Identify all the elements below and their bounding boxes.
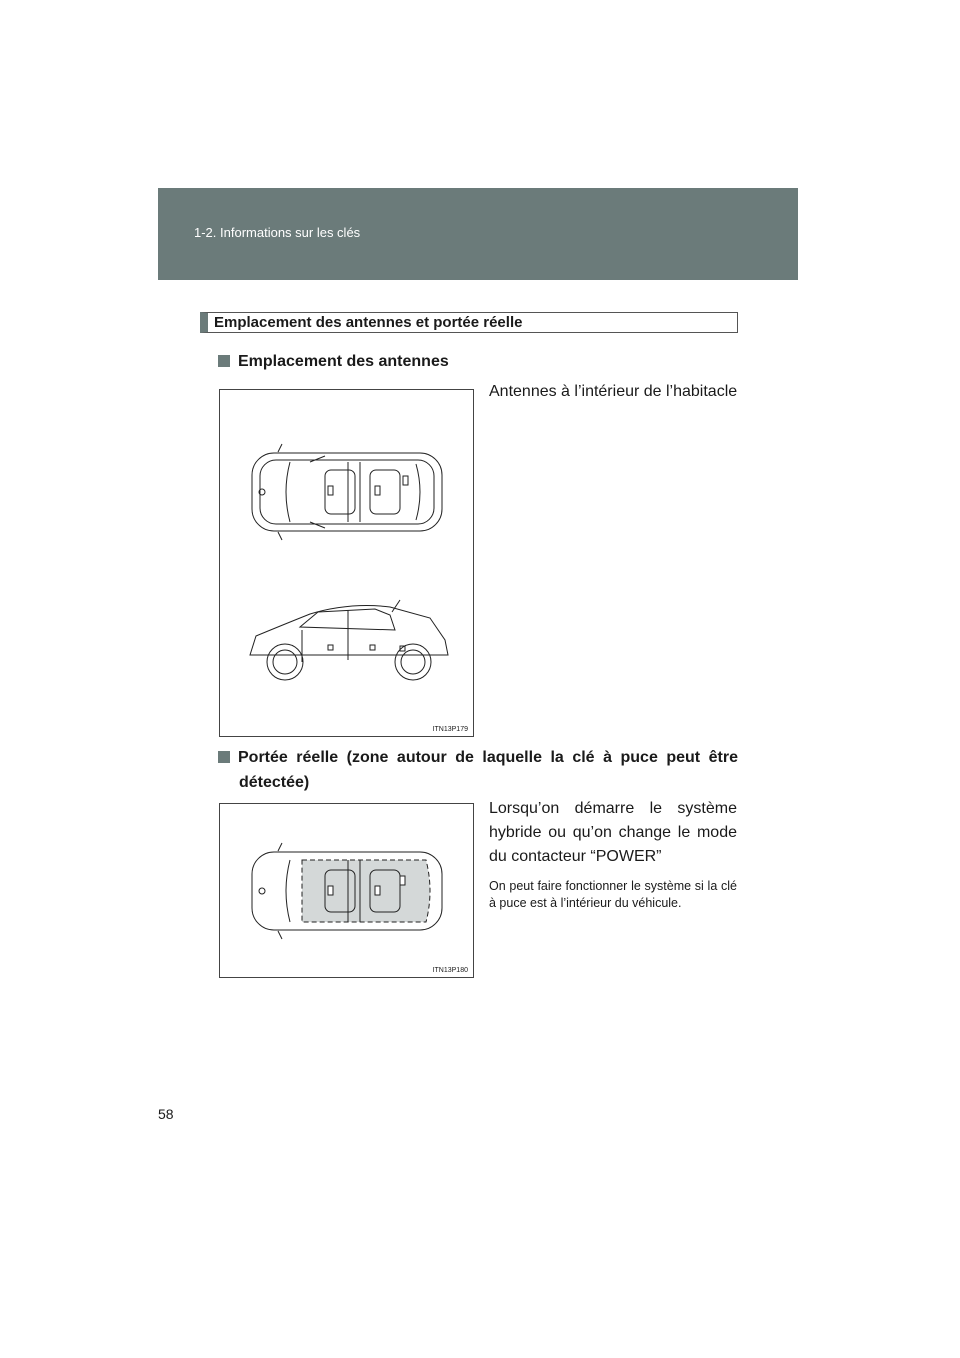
page-number: 58: [158, 1106, 174, 1122]
range-note: On peut faire fonctionner le système si la clé à puce est à l’intérieur du véhicule.: [489, 879, 737, 910]
subsection-heading-1: Emplacement des antennes: [218, 349, 449, 374]
figure-antenna-location: [219, 389, 474, 737]
figure-code: ITN13P180: [432, 967, 468, 974]
car-diagram-top-and-side: [220, 390, 473, 736]
figure-detection-range: [219, 803, 474, 978]
chapter-header: [158, 188, 798, 280]
range-description: Lorsqu’on démarre le système hybride ou qu’on change le mode du contacteur “POWER”: [489, 800, 737, 865]
section-title: Emplacement des antennes et portée réelle: [214, 314, 523, 331]
square-bullet-icon: [218, 355, 230, 367]
chapter-title: 1-2. Informations sur les clés: [194, 225, 361, 240]
car-diagram-range: [220, 804, 473, 977]
antenna-description: Antennes à l’intérieur de l’habitacle: [489, 383, 738, 400]
section-title-box: [200, 312, 738, 333]
subsection-heading-2: Portée réelle (zone autour de laquelle la clé à puce peut être détectée): [218, 745, 738, 795]
square-bullet-icon: [218, 751, 230, 763]
figure-code: ITN13P179: [432, 726, 468, 733]
